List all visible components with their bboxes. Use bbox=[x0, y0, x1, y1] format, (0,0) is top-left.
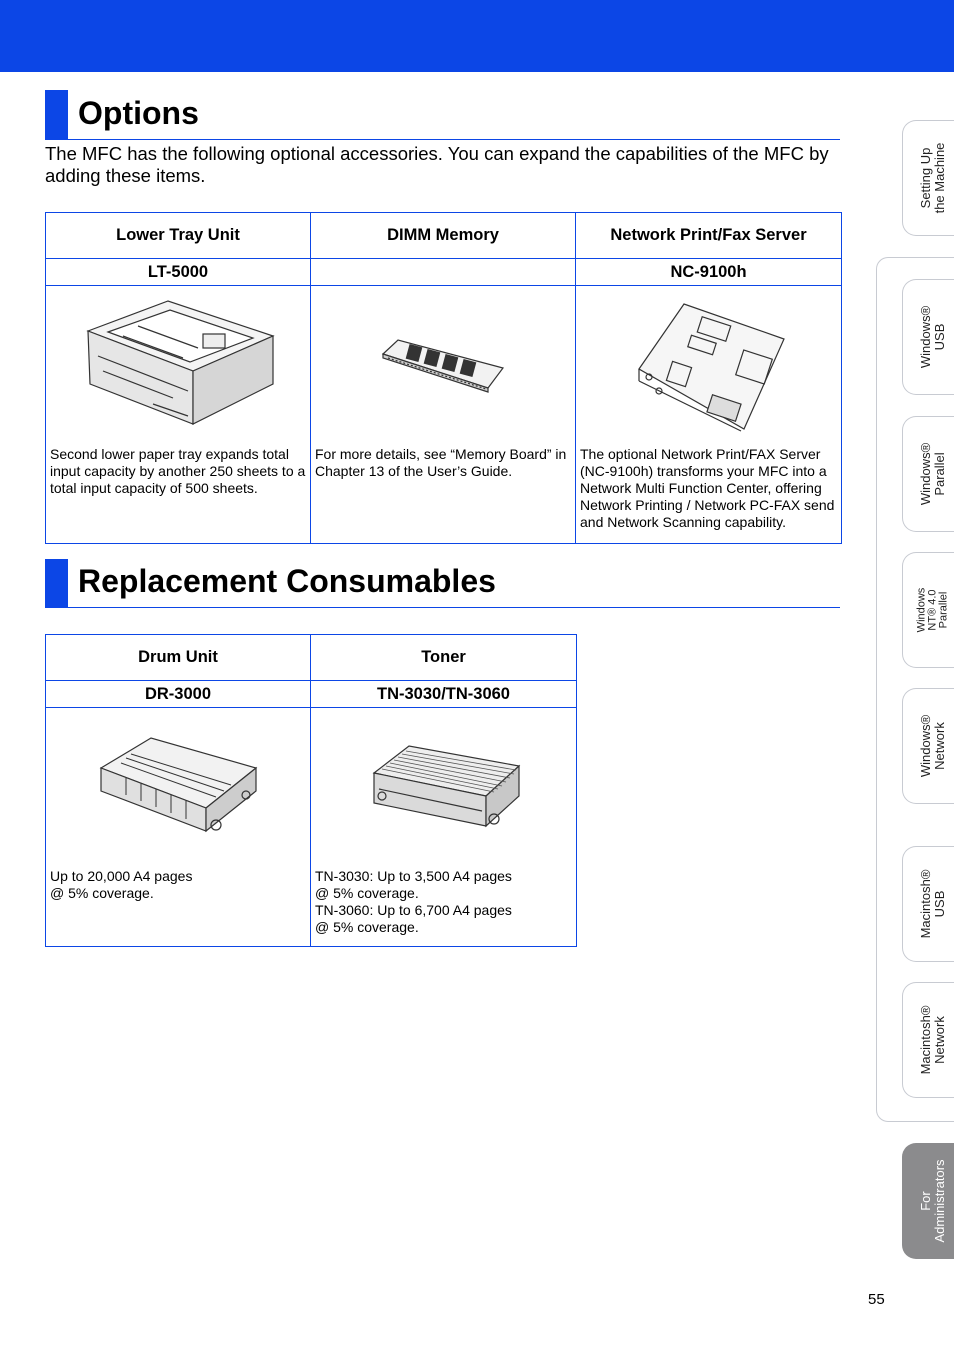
cell-drum-unit bbox=[46, 708, 311, 947]
tab-label: Setting Up the Machine bbox=[918, 142, 947, 214]
page-number: 55 bbox=[868, 1291, 885, 1308]
dimm-memory-image bbox=[311, 286, 575, 446]
tab-windows-network[interactable] bbox=[902, 688, 954, 804]
header-lower-tray: Lower Tray Unit bbox=[46, 213, 311, 259]
consumables-table bbox=[45, 634, 577, 947]
tab-label: Macintosh® USB bbox=[918, 869, 947, 939]
header-dimm-memory: DIMM Memory bbox=[311, 213, 576, 259]
options-intro: The MFC has the following optional accessories. You can expand the capabilities of the MFC by adding these items. bbox=[45, 143, 829, 186]
cell-toner bbox=[311, 708, 577, 947]
tab-for-administrators[interactable] bbox=[902, 1143, 954, 1259]
header-drum-unit: Drum Unit bbox=[46, 635, 311, 681]
tab-label: Windows NT® 4.0 Parallel bbox=[915, 587, 950, 633]
tab-windows-parallel[interactable] bbox=[902, 416, 954, 532]
model-toner: TN-3030/TN-3060 bbox=[311, 681, 577, 708]
tab-label: Windows® Network bbox=[918, 714, 947, 778]
tab-macintosh-network[interactable] bbox=[902, 982, 954, 1098]
network-board-image bbox=[576, 286, 841, 446]
options-heading bbox=[45, 90, 840, 140]
tab-macintosh-usb[interactable] bbox=[902, 846, 954, 962]
heading-marker bbox=[45, 90, 68, 139]
consumables-heading bbox=[45, 559, 840, 608]
description-network-server: The optional Network Print/FAX Server (NC-9100h) transforms your MFC into a Network Multi Function Center, offering Network Printing / Network PC-FAX send and Network Scanning capability. bbox=[580, 446, 835, 530]
consumables-title: Replacement Consumables bbox=[78, 563, 496, 599]
options-table bbox=[45, 212, 842, 544]
cell-network-server bbox=[576, 286, 842, 544]
tab-setting-up[interactable] bbox=[902, 120, 954, 236]
model-lower-tray: LT-5000 bbox=[46, 259, 311, 286]
lower-tray-unit-image bbox=[46, 286, 310, 446]
options-title: Options bbox=[78, 95, 199, 131]
tab-label: For Administrators bbox=[918, 1159, 947, 1243]
description-toner: TN-3030: Up to 3,500 A4 pages @ 5% coverage. TN-3060: Up to 6,700 A4 pages @ 5% coverage. bbox=[315, 868, 512, 935]
tab-windows-usb[interactable] bbox=[902, 279, 954, 395]
drum-unit-image bbox=[46, 708, 310, 868]
model-drum-unit: DR-3000 bbox=[46, 681, 311, 708]
description-drum-unit: Up to 20,000 A4 pages @ 5% coverage. bbox=[50, 868, 193, 901]
header-network-server: Network Print/Fax Server bbox=[576, 213, 842, 259]
heading-marker bbox=[45, 559, 68, 607]
header-toner: Toner bbox=[311, 635, 577, 681]
tab-label: Windows® USB bbox=[918, 305, 947, 369]
cell-lower-tray bbox=[46, 286, 311, 544]
model-dimm-memory bbox=[311, 259, 576, 286]
tab-label: Macintosh® Network bbox=[918, 1005, 947, 1075]
description-dimm-memory: For more details, see “Memory Board” in Chapter 13 of the User’s Guide. bbox=[315, 446, 567, 479]
cell-dimm-memory bbox=[311, 286, 576, 544]
header-bar bbox=[0, 0, 954, 72]
toner-cartridge-image bbox=[311, 708, 576, 868]
tab-label: Windows® Parallel bbox=[918, 442, 947, 506]
tab-windows-nt-parallel[interactable] bbox=[902, 552, 954, 668]
model-network-server: NC-9100h bbox=[576, 259, 842, 286]
description-lower-tray: Second lower paper tray expands total input capacity by another 250 sheets to a total input capacity of 500 sheets. bbox=[50, 446, 306, 496]
